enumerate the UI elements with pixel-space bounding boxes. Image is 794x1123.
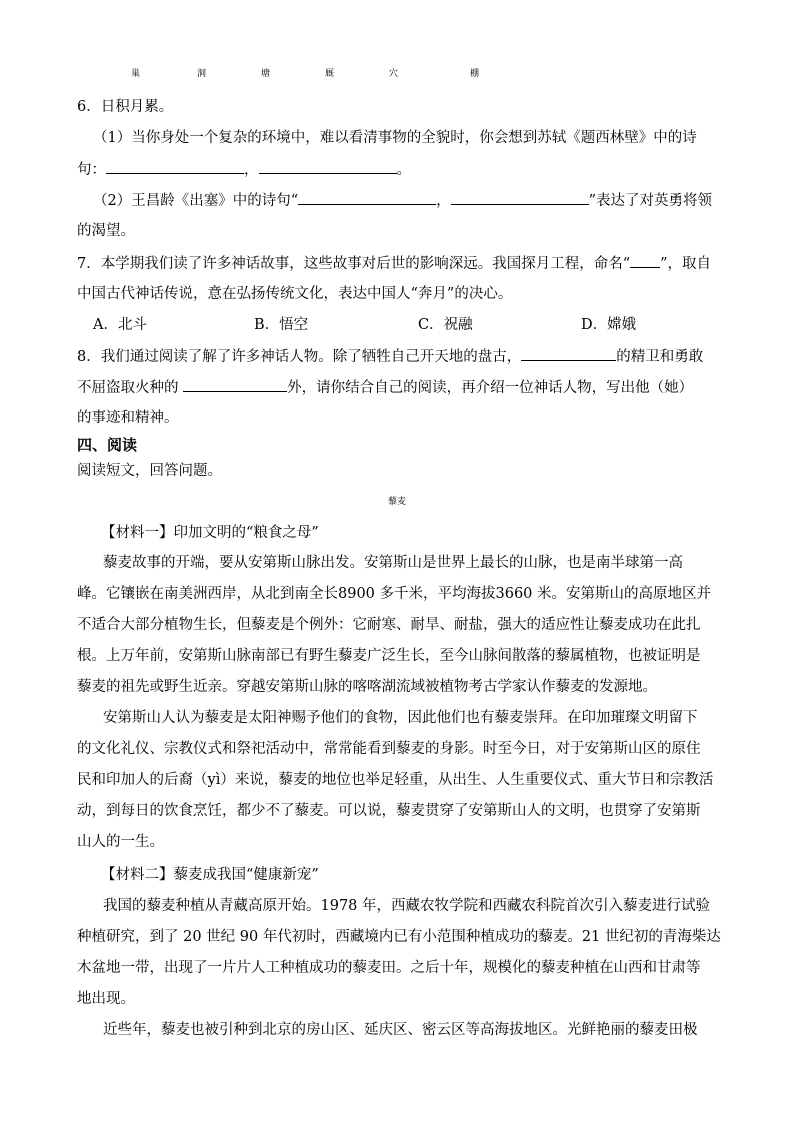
question-6-part2-line2: 的渴望。	[77, 223, 135, 239]
question-7-option-b[interactable]: B．悟空	[254, 317, 309, 333]
word-item: 巢	[131, 69, 141, 79]
question-7-line1	[77, 253, 711, 274]
paragraph-line: 的文化礼仪、宗教仪式和祭祀活动中，常常能看到藜麦的身影。时至今日，对于安第斯山区的原住	[77, 741, 701, 757]
word-item: 厩	[325, 69, 335, 79]
material-2-title: 【材料二】藜麦成我国“健康新宠”	[101, 867, 319, 883]
text: 8．我们通过阅读了解了许多神话人物。除了牺牲自己开天地的盘古，	[77, 349, 522, 365]
question-8-line1	[77, 346, 703, 367]
answer-blank[interactable]	[183, 377, 287, 392]
text: ”，取自	[660, 256, 712, 272]
text: ，	[436, 193, 451, 209]
word-row	[0, 64, 794, 84]
paragraph-line: 地出现。	[77, 991, 135, 1007]
text: ，	[244, 162, 259, 178]
paragraph-line: 我国的藜麦种植从青藏高原开始。1978 年，西藏农牧学院和西藏农科院首次引入藜麦进行试验	[103, 898, 711, 914]
reading-instruction: 阅读短文，回答问题。	[77, 463, 222, 479]
paragraph-line: 根。上万年前，安第斯山脉南部已有野生藜麦广泛生长，至今山脉间散落的藜属植物，也被证明是	[77, 648, 701, 664]
paragraph-line: 种植研究，到了 20 世纪 90 年代初时，西藏境内已有小范围种植成功的藜麦。21 世纪初的青海柴达	[77, 929, 721, 945]
answer-blank[interactable]	[521, 346, 616, 361]
answer-blank[interactable]	[259, 159, 397, 174]
word-item: 洞	[197, 69, 207, 79]
paragraph-line: 藜麦的祖先或野生近亲。穿越安第斯山脉的喀喀湖流域被植物考古学家认作藜麦的发源地。	[77, 679, 657, 695]
text: 句：	[77, 162, 106, 178]
question-8-line2	[77, 377, 693, 398]
text: 不屈盗取火种的	[77, 380, 184, 396]
paragraph-line: 山人的一生。	[77, 834, 164, 850]
word-item: 塘	[261, 69, 271, 79]
question-6-part1-line1: （1）当你身处一个复杂的环境中，难以看清事物的全貌时，你会想到苏轼《题西林壁》中的诗	[93, 130, 697, 146]
paragraph-line: 不适合大部分植物生长，但藜麦是个例外：它耐寒、耐旱、耐盐，强大的适应性让藜麦成功在此扎	[77, 617, 701, 633]
answer-blank[interactable]	[630, 253, 660, 268]
question-6-part2-line1	[93, 190, 712, 211]
text: ”表达了对英勇将领	[588, 193, 713, 209]
question-7-line2: 中国古代神话传说，意在弘扬传统文化，表达中国人“奔月”的决心。	[77, 286, 513, 302]
paragraph-line: 木盆地一带，出现了一片片人工种植成功的藜麦田。之后十年，规模化的藜麦种植在山西和甘肃等	[77, 960, 701, 976]
text: （2）王昌龄《出塞》中的诗句“	[93, 193, 299, 209]
paragraph-line: 峰。它镶嵌在南美洲西岸，从北到南全长8900 多千米，平均海拔3660 米。安第斯山的高原地区并	[77, 586, 712, 602]
text: 。	[396, 162, 411, 178]
word-item: 棚	[470, 69, 480, 79]
question-7-option-a[interactable]: A．北斗	[93, 317, 147, 333]
paragraph-line: 藜麦故事的开端，要从安第斯山脉出发。安第斯山是世界上最长的山脉，也是南半球第一高	[103, 555, 683, 571]
section-heading: 四、阅读	[77, 436, 138, 454]
text: 的精卫和勇敢	[616, 349, 704, 365]
paragraph-line: 民和印加人的后裔（yì）来说，藜麦的地位也举足轻重，从出生、人生重要仪式、重大节日和宗教活	[77, 772, 714, 788]
answer-blank[interactable]	[451, 190, 589, 205]
paragraph-line: 动，到每日的饮食烹饪，都少不了藜麦。可以说，藜麦贯穿了安第斯山人的文明，也贯穿了安第斯	[77, 803, 701, 819]
question-7-option-d[interactable]: D．嫦娥	[581, 317, 637, 333]
question-6-part1-line2	[77, 159, 411, 180]
text: 7．本学期我们读了许多神话故事，这些故事对后世的影响深远。我国探月工程，命名“	[77, 256, 631, 272]
word-item: 穴	[389, 69, 399, 79]
question-7-option-c[interactable]: C．祝融	[418, 317, 473, 333]
answer-blank[interactable]	[298, 190, 436, 205]
article-title: 藜麦	[387, 497, 406, 507]
paragraph-line: 安第斯山人认为藜麦是太阳神赐予他们的食物，因此他们也有藜麦崇拜。在印加璀璨文明留下	[103, 710, 698, 726]
question-6-title: 6．日积月累。	[77, 99, 174, 115]
answer-blank[interactable]	[106, 159, 244, 174]
paragraph-line: 近些年，藜麦也被引种到北京的房山区、延庆区、密云区等高海拔地区。光鲜艳丽的藜麦田极	[103, 1022, 698, 1038]
text: 外，请你结合自己的阅读，再介绍一位神话人物，写出他（她）	[287, 380, 694, 396]
material-1-title: 【材料一】印加文明的“粮食之母”	[101, 525, 319, 541]
question-8-line3: 的事迹和精神。	[77, 410, 179, 426]
